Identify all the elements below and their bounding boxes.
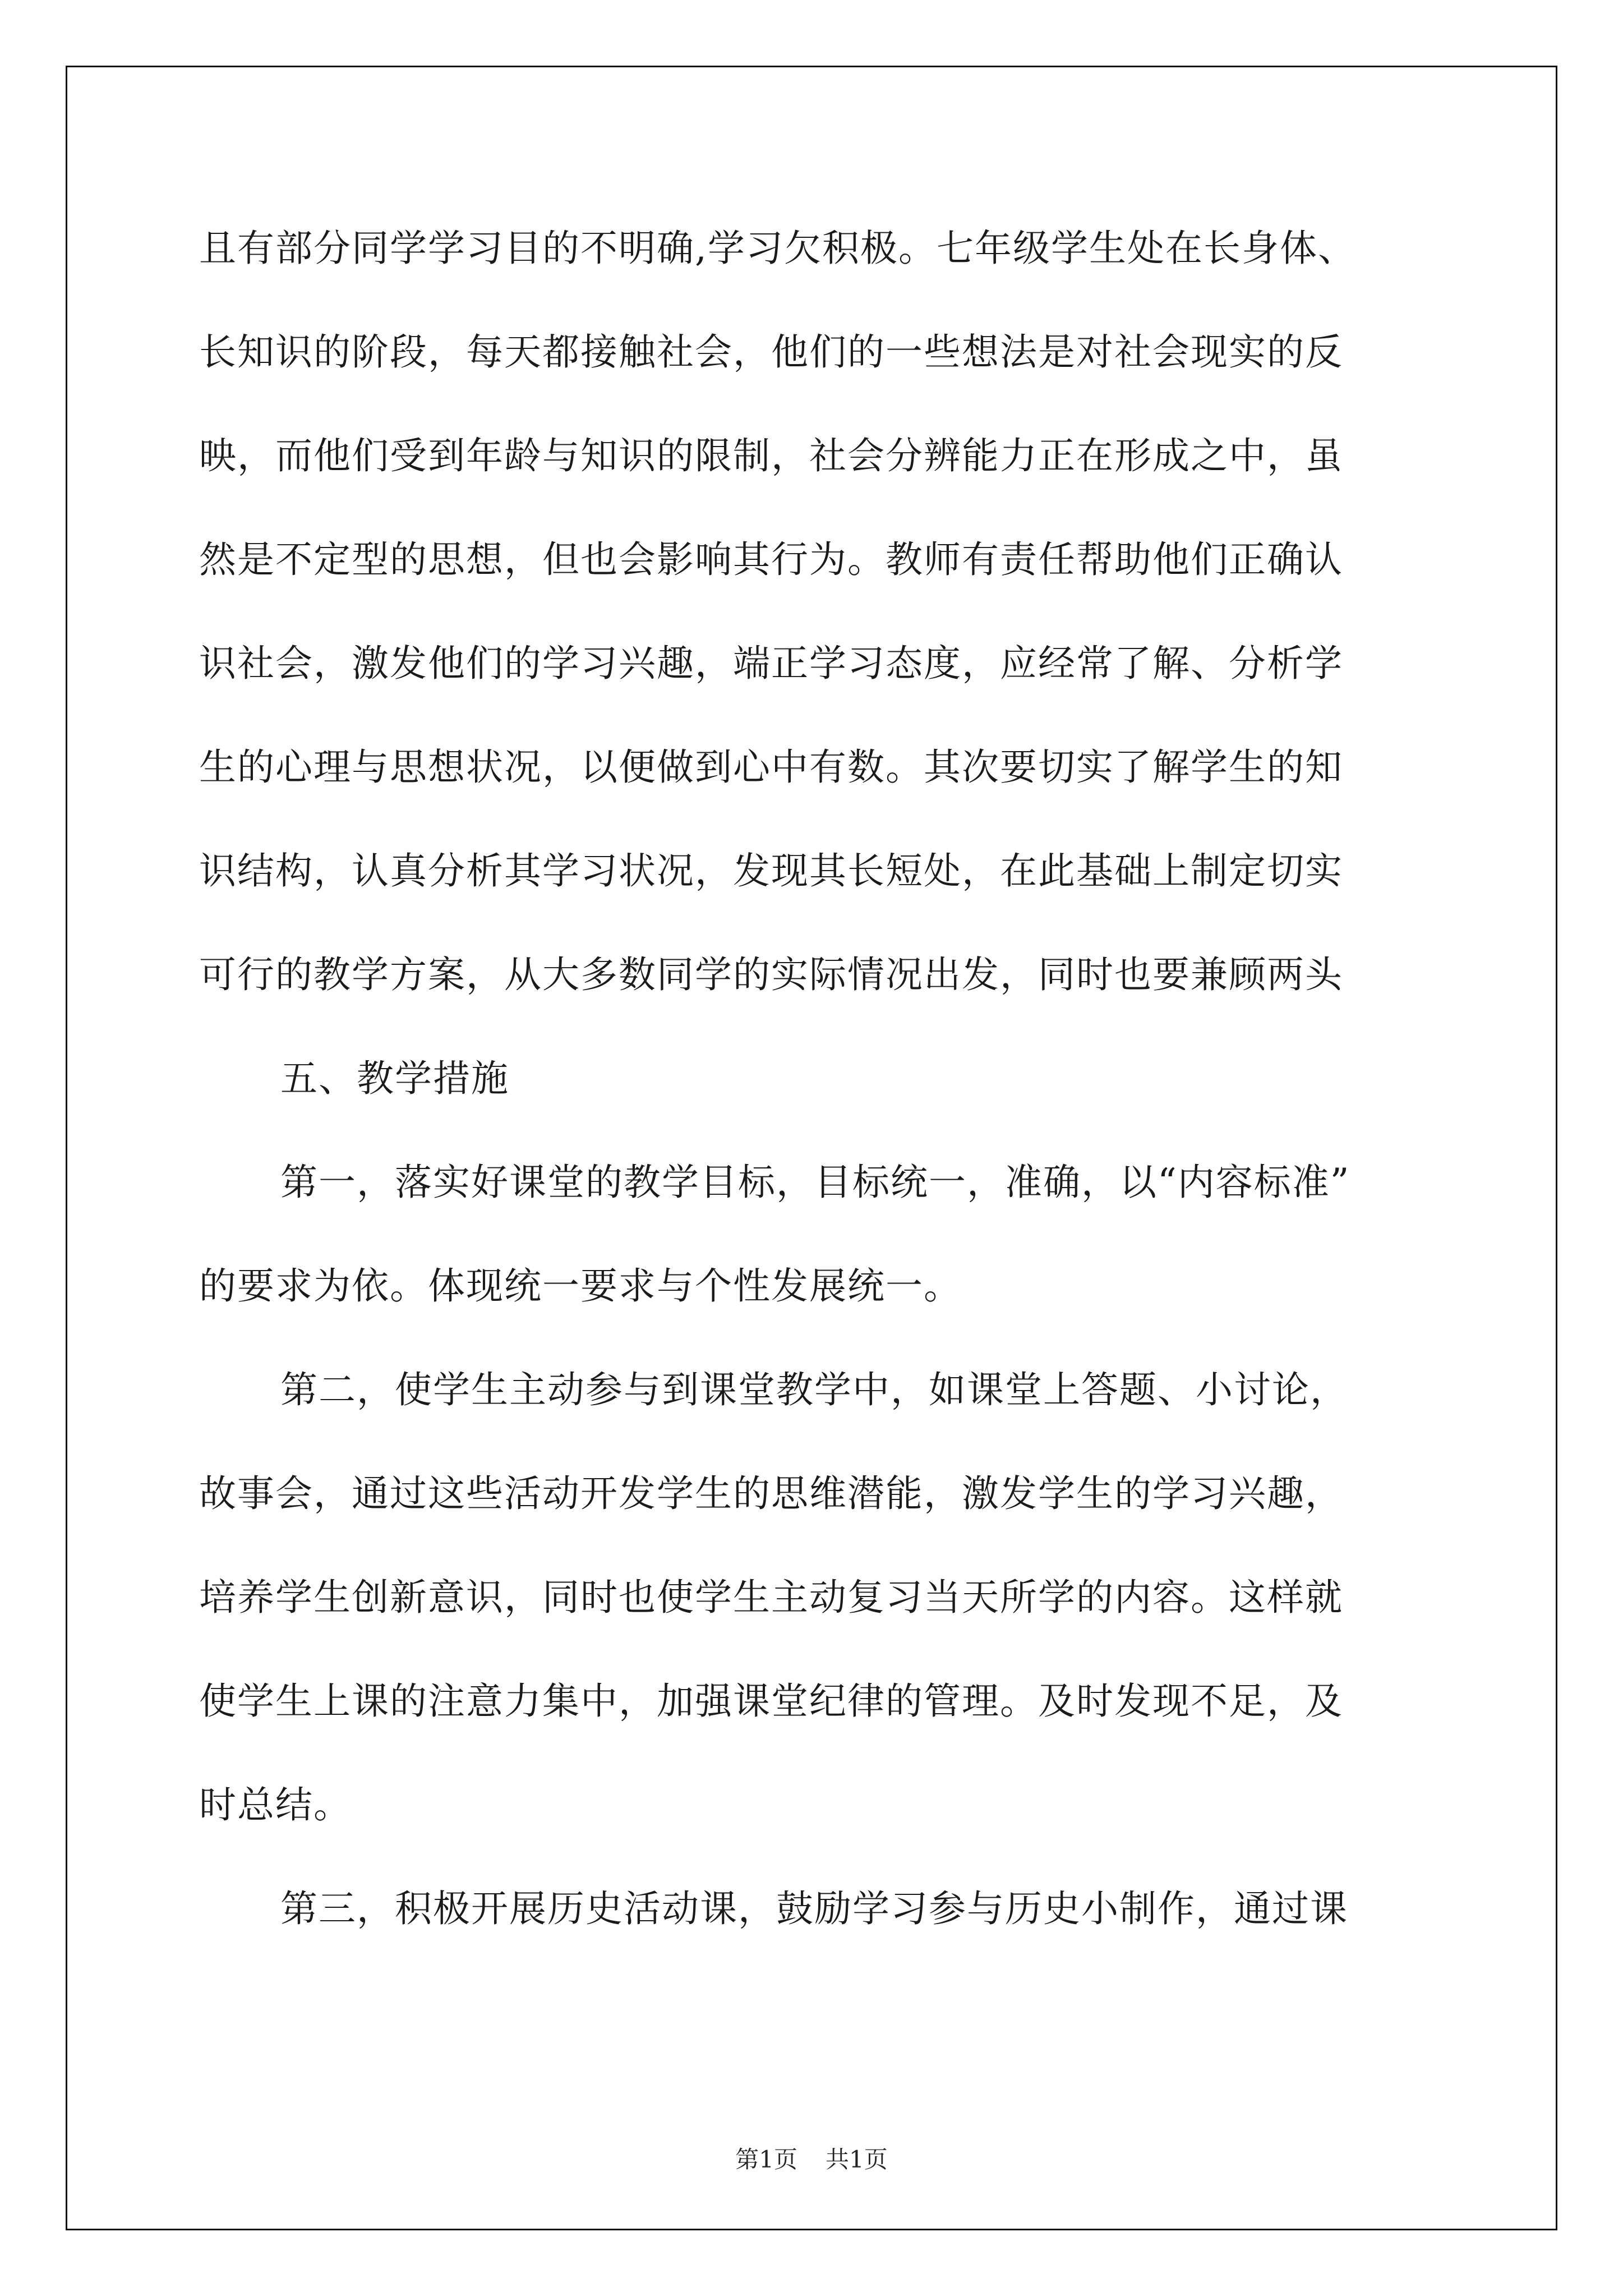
text-line-8: 可行的教学方案，从大多数同学的实际情况出发，同时也要兼顾两头 bbox=[199, 953, 1343, 996]
text-line-3: 映，而他们受到年龄与知识的限制，社会分辨能力正在形成之中，虽 bbox=[199, 434, 1343, 477]
page-footer bbox=[0, 2143, 1623, 2177]
text-line-6: 生的心理与思想状况，以便做到心中有数。其次要切实了解学生的知 bbox=[199, 746, 1343, 789]
text-line-11: 的要求为依。体现统一要求与个性发展统一。 bbox=[199, 1264, 962, 1308]
section-heading: 五、教学措施 bbox=[280, 1057, 509, 1100]
text-line-13: 故事会，通过这些活动开发学生的思维潜能，激发学生的学习兴趣， bbox=[199, 1472, 1343, 1515]
text-line-4: 然是不定型的思想，但也会影响其行为。教师有责任帮助他们正确认 bbox=[199, 538, 1343, 581]
text-line-2: 长知识的阶段，每天都接触社会，他们的一些想法是对社会现实的反 bbox=[199, 330, 1343, 374]
page-total: 共1页 bbox=[826, 2146, 888, 2173]
text-line-16: 时总结。 bbox=[199, 1783, 352, 1826]
document-body bbox=[199, 196, 1433, 1961]
text-line-12: 第二，使学生主动参与到课堂教学中，如课堂上答题、小讨论， bbox=[280, 1368, 1348, 1411]
text-line-14: 培养学生创新意识，同时也使学生主动复习当天所学的内容。这样就 bbox=[199, 1576, 1343, 1619]
text-line-17: 第三，积极开展历史活动课，鼓励学习参与历史小制作，通过课 bbox=[280, 1887, 1348, 1930]
text-line-15: 使学生上课的注意力集中，加强课堂纪律的管理。及时发现不足，及 bbox=[199, 1680, 1343, 1723]
text-line-7: 识结构，认真分析其学习状况，发现其长短处，在此基础上制定切实 bbox=[199, 849, 1343, 892]
text-line-1: 且有部分同学学习目的不明确,学习欠积极。七年级学生处在长身体、 bbox=[199, 227, 1356, 270]
page-number: 第1页 bbox=[735, 2146, 797, 2173]
text-line-10: 第一，落实好课堂的教学目标，目标统一，准确，以“内容标准” bbox=[280, 1161, 1350, 1204]
text-line-5: 识社会，激发他们的学习兴趣，端正学习态度，应经常了解、分析学 bbox=[199, 642, 1343, 685]
